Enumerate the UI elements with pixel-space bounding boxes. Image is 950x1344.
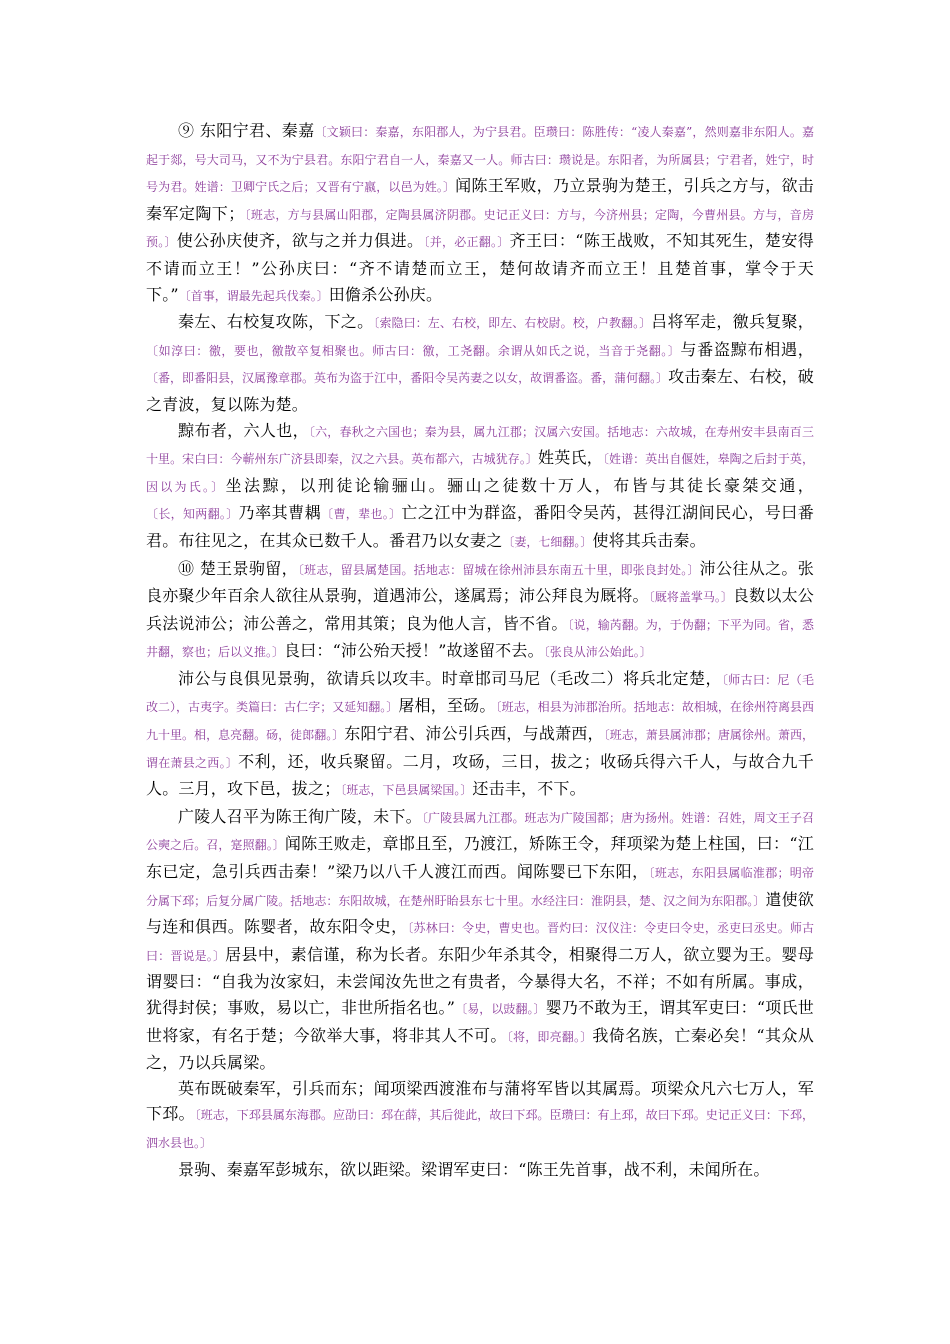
body-text: 乃率其曹耦: [238, 503, 322, 523]
body-text: 闻陈王军败，乃立景驹为楚王，引兵之方与，欲击秦军定陶下；: [146, 176, 814, 223]
annotation-note: 〔长，知两翻。〕: [146, 507, 239, 522]
body-text: 东阳宁君、沛公引兵西，与战萧西，: [344, 724, 604, 744]
annotation-note: 〔班志，相县为沛郡治所。括地志：故相城，在徐州符离县西九十里。相，息亮翻。砀，徒郎翻。〕: [146, 700, 814, 743]
annotation-note: 〔厩将盖掌马。〕: [648, 590, 733, 605]
annotation-note: 〔广陵县属九江郡。班志为广陵国都；唐为扬州。姓谱：召姓，周文王子召公奭之后。召，寔照翻。〕: [146, 810, 814, 853]
annotation-note: 〔并，必正翻。〕: [423, 235, 510, 250]
paragraph: [146, 1076, 814, 1157]
annotation-note: 〔妻，七细翻。〕: [502, 534, 593, 549]
body-text: 景驹、秦嘉军彭城东，欲以距梁。梁谓军吏曰：“陈王先首事，战不利，未闻所在。: [178, 1159, 770, 1179]
paragraph: [146, 666, 814, 804]
body-text: 英布既破秦军，引兵而东；闻项梁西渡淮布与蒲将军皆以其属焉。项梁众凡六七万人，军下邳。: [146, 1078, 814, 1124]
body-text: 坐法黥，以刑徒论输骊山。骊山之徒数十万人，布皆与其徒长豪桀交通，: [225, 475, 814, 495]
body-text: 闻陈王败走，章邯且至，乃渡江，矫陈王令，拜项梁为楚上柱国，曰：“江东已定，急引兵西击秦！”梁乃以八千人渡江而西。闻陈婴已下东阳，: [146, 834, 814, 882]
body-text: 良曰：“沛公殆天授！”故遂留不去。: [284, 641, 544, 661]
body-text: 遣使欲与连和俱西。陈婴者，故东阳令史，: [146, 889, 814, 937]
body-text: 田儋杀公孙庆。: [328, 284, 443, 304]
annotation-note: 〔班志，留县属楚国。括地志：留城在徐州沛县东南五十里，即张良封处。〕: [298, 562, 700, 577]
body-text: 齐王曰：“陈王战败，不知其死生，楚安得不请而立王！”公孙庆曰：“齐不请楚而立王，楚何故请齐而立王！且楚首事，掌令于天下。”: [146, 231, 814, 304]
body-text: 秦左、右校复攻陈，下之。: [178, 312, 374, 332]
annotation-note: 〔曹，辈也。〕: [321, 507, 402, 522]
body-text: 沛公往从之。张良亦聚少年百余人欲往从景驹，道遇沛公，遂属焉；沛公拜良为厩将。: [146, 558, 814, 606]
annotation-note: 〔班志，下邳县属东海郡。应劭曰：邳在薛，其后徙此，故曰下邳。臣瓒曰：有上邳，故曰下邳。史记正义曰：下邳，泗水县也。〕: [146, 1108, 814, 1150]
paragraph: [146, 309, 814, 417]
body-text: 良数以太公兵法说沛公；沛公善之，常用其策；良为他人言，皆不省。: [146, 586, 814, 633]
annotation-note: 〔如淳曰：徼，要也，徼散卒复相聚也。师古曰：徼，工尧翻。余谓从如氏之说，当音于尧翻。〕: [146, 343, 681, 358]
body-text: 居县中，素信谨，称为长者。东阳少年杀其令，相聚得二万人，欲立婴为王。婴母谓婴曰：“自我为汝家妇，未尝闻汝先世之有贵者，今暴得大名，不祥；不如有所属。事成，犹得封侯；事败，易以亡，非世所指名也。”: [146, 944, 814, 1017]
paragraph: [146, 804, 814, 1076]
annotation-note: 〔索隐曰：左、右校，即左、右校尉。校，户教翻。〕: [373, 316, 652, 331]
body-text: 使公孙庆使齐，欲与之并力俱进。: [176, 231, 424, 251]
body-text: ⑩ 楚王景驹留，: [178, 558, 299, 578]
annotation-note: 〔将，即亮翻。〕: [506, 1029, 593, 1044]
body-text: 不利，还，收兵聚留。二月，攻砀，三日，拔之；收砀兵得六千人，与故合九千人。三月，攻下邑，拔之；: [146, 751, 814, 799]
body-text: 与番盗黥布相遇，: [680, 339, 814, 359]
body-text: 还击丰，不下。: [472, 779, 586, 799]
body-text: 我倚名族，亡秦必矣！“其众从之，乃以兵属梁。: [146, 1025, 815, 1073]
body-text: 婴乃不敢为王，谓其军吏曰：“项氏世世将家，有名于楚；今欲举大事，将非其人不可。: [146, 998, 814, 1045]
annotation-note: 〔说，输芮翻。为，于伪翻；下平为同。省，悉井翻，察也；后以义推。〕: [146, 617, 814, 660]
annotation-note: 〔番，即番阳县，汉属豫章郡。英布为盗于江中，番阳令吴芮妻之以女，故谓番盗。番，蒲何翻。〕: [146, 371, 669, 386]
annotation-note: 〔班志，萧县属沛郡；唐属徐州。萧西，谓在萧县之西。〕: [146, 728, 814, 770]
paragraph: [146, 118, 814, 309]
body-text: 黥布者，六人也，: [178, 420, 309, 440]
body-text: 吕将军走，徼兵复聚，: [651, 312, 814, 332]
annotation-note: 〔班志，下邑县属梁国。〕: [340, 783, 473, 798]
paragraph: [146, 418, 814, 556]
body-text: 广陵人召平为陈王徇广陵，未下。: [178, 806, 422, 826]
annotation-note: 〔苏林曰：令史，曹史也。晋灼曰：汉仪注：令吏曰令史，丞吏曰丞史。师古曰：晋说是。〕: [146, 921, 814, 963]
document-page: [146, 118, 814, 1182]
body-text: ⑨ 东阳宁君、秦嘉: [178, 121, 315, 140]
annotation-note: 〔师古曰：尼（毛改二），古夷字。类篇曰：古仁字；又延知翻。〕: [146, 672, 814, 715]
annotation-note: 〔易，以豉翻。〕: [455, 1002, 546, 1016]
body-text: 使将其兵击秦。: [592, 530, 706, 550]
annotation-note: 〔六，春秋之六国也；秦为县，属九江郡；汉属六安国。括地志：六故城，在寿州安丰县南百三十里。宋白曰：今蕲州东广济县即秦，汉之六县。英布都六，古城犹存。〕: [146, 424, 814, 467]
paragraph: [146, 556, 814, 666]
body-text: 姓英氏，: [537, 448, 603, 468]
annotation-note: 〔班志，东阳县属临淮郡；明帝分属下邳；后复分属广陵。括地志：东阳故城，在楚州盱眙县东七十里。水经注曰：淮阴县，楚、汉之间为东阳郡。〕: [146, 866, 814, 908]
body-text: 攻击秦左、右校，破之青波，复以陈为楚。: [146, 367, 814, 414]
body-text: 沛公与良俱见景驹，欲请兵以攻丰。时章邯司马尼（毛改二）将兵北定楚，: [178, 668, 722, 688]
body-text: 亡之江中为群盗，番阳令吴芮，甚得江湖间民心，号曰番君。布往见之，在其众已数千人。番君乃以女妻之: [146, 503, 814, 550]
annotation-note: 〔张良从沛公始此。〕: [543, 645, 652, 660]
annotation-note: 〔首事，谓最先起兵伐秦。〕: [178, 288, 329, 303]
annotation-note: 〔文颖曰：秦嘉，东阳郡人，为宁县君。臣瓒曰：陈胜传：“凌人秦嘉”，然则嘉非东阳人。嘉起于郯，号大司马，又不为宁县君。东阳宁君自一人，秦嘉又一人。师古曰：瓒说是。东阳者，为所属县；宁君者，姓宁，时号为君。姓谱：卫卿宁氏之后；又晋有宁嬴，以邑为姓。〕: [146, 125, 814, 195]
annotation-note: 〔班志，方与县属山阳郡，定陶县属济阴郡。史记正义曰：方与，今济州县；定陶，今曹州县。方与，音房预。〕: [146, 207, 814, 250]
annotation-note: 〔姓谱：英出自偃姓，皋陶之后封于英，因以为氏。〕: [146, 452, 814, 494]
paragraph: [146, 1157, 814, 1183]
body-text: 屠相，至砀。: [398, 696, 496, 716]
